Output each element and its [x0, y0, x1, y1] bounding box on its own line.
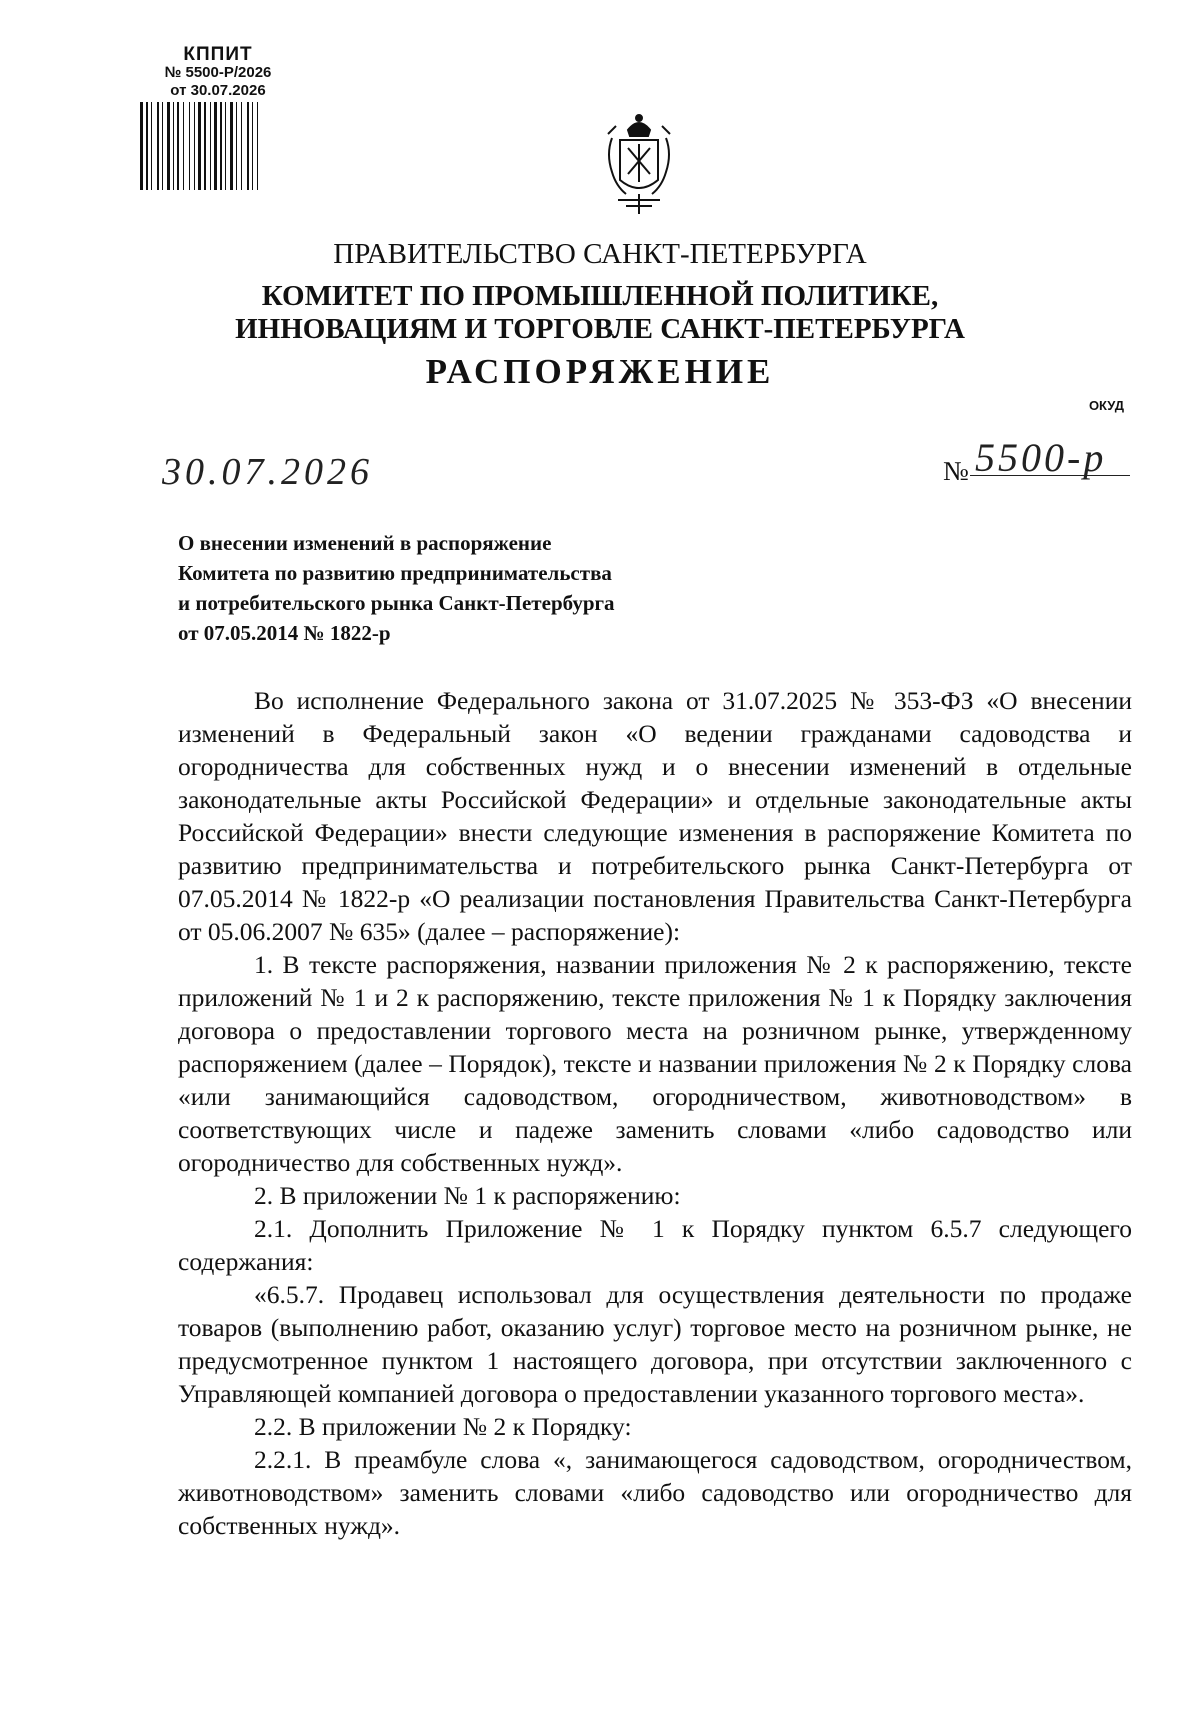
- committee-title-line1: КОМИТЕТ ПО ПРОМЫШЛЕННОЙ ПОЛИТИКЕ,: [261, 280, 939, 312]
- number-underline: [970, 475, 1130, 476]
- body-paragraph-quote-6-5-7: «6.5.7. Продавец использовал для осуществления деятельности по продаже товаров (выполнению работ, оказанию услуг) торговое место на розничном рынке, не предусмотренное пунктом 1 настоящего договора, при отсутствии заключенного с Управляющей компанией договора о предоставлении указанного торгового места».: [178, 1280, 1132, 1408]
- subject-line: и потребительского рынка Санкт-Петербурга: [178, 591, 615, 615]
- barcode-bar: [189, 102, 190, 190]
- stamp-org: КППИТ: [183, 44, 253, 65]
- barcode-bar: [214, 102, 217, 190]
- document-subject: [178, 528, 615, 648]
- barcode-bar: [257, 102, 258, 190]
- number-sign: №: [943, 456, 969, 486]
- barcode-bar: [146, 102, 148, 190]
- barcode-bar: [151, 102, 152, 190]
- okud-label: ОКУД: [1088, 398, 1124, 413]
- stamp-number: № 5500-Р/2026: [164, 64, 272, 81]
- barcode-bar: [183, 102, 184, 190]
- barcode-bar: [177, 102, 179, 190]
- subject-line: О внесении изменений в распоряжение: [178, 531, 552, 555]
- barcode-bar: [236, 102, 237, 190]
- stamp-date: от 30.07.2026: [170, 82, 266, 99]
- barcode-bar: [247, 102, 249, 190]
- barcode: [138, 102, 298, 192]
- barcode-bar: [210, 102, 211, 190]
- barcode-bar: [230, 102, 233, 190]
- document-body: [178, 684, 1132, 1542]
- government-title: ПРАВИТЕЛЬСТВО САНКТ-ПЕТЕРБУРГА: [333, 238, 867, 270]
- barcode-bar: [162, 102, 163, 190]
- barcode-bar: [252, 102, 253, 190]
- barcode-bar: [241, 102, 242, 190]
- body-paragraph-item-2-2-1: 2.2.1. В преамбуле слова «, занимающегося садоводством, огородничеством, животноводством» заменить словами «либо садоводство или огородничество для собственных нужд».: [178, 1445, 1132, 1540]
- barcode-bar: [157, 102, 159, 190]
- barcode-bar: [198, 102, 201, 190]
- barcode-bar: [140, 102, 143, 190]
- body-paragraph-preamble: Во исполнение Федерального закона от 31.07.2025 № 353-ФЗ «О внесении изменений в Федеральный закон «О ведении гражданами садоводства и огородничества для собственных нужд и о внесении изменений в отдельные законодательные акты Российской Федерации» и отдельные законодательные акты Российской Федерации» внести следующие изменения в распоряжение Комитета по развитию предпринимательства и потребительского рынка Санкт-Петербурга от 07.05.2014 № 1822-р «О реализации постановления Правительства Санкт-Петербурга от 05.06.2007 № 635» (далее – распоряжение):: [178, 686, 1132, 946]
- subject-line: Комитета по развитию предпринимательства: [178, 561, 612, 585]
- barcode-bar: [194, 102, 195, 190]
- body-paragraph-item-2-2: 2.2. В приложении № 2 к Порядку:: [254, 1412, 632, 1441]
- handwritten-number: 5500-р: [975, 435, 1107, 480]
- barcode-bar: [167, 102, 170, 190]
- barcode-bar: [220, 102, 222, 190]
- body-paragraph-item-2-1: 2.1. Дополнить Приложение № 1 к Порядку пунктом 6.5.7 следующего содержания:: [178, 1214, 1132, 1276]
- body-paragraph-item-1: 1. В тексте распоряжения, названии приложения № 2 к распоряжению, тексте приложений № 1 и 2 к распоряжению, тексте приложения № 1 к Порядку заключения договора о предоставлении торгового места на розничном рынке, утвержденному распоряжением (далее – Порядок), тексте и названии приложения № 2 к Порядку слова «или занимающийся садоводством, огородничеством, животноводством» в соответствующих числе и падеже заменить словами «либо садоводство или огородничество для собственных нужд».: [178, 950, 1132, 1177]
- coat-of-arms-emblem: [598, 110, 680, 218]
- document-type-title: РАСПОРЯЖЕНИЕ: [425, 352, 775, 391]
- barcode-bar: [173, 102, 174, 190]
- registration-stamp: [138, 46, 298, 100]
- subject-line: от 07.05.2014 № 1822-р: [178, 621, 391, 645]
- handwritten-date: 30.07.2026: [162, 451, 373, 493]
- body-paragraph-item-2: 2. В приложении № 1 к распоряжению:: [254, 1181, 681, 1210]
- barcode-bar: [225, 102, 226, 190]
- barcode-bar: [204, 102, 206, 190]
- committee-title-line2: ИННОВАЦИЯМ И ТОРГОВЛЕ САНКТ-ПЕТЕРБУРГА: [235, 313, 965, 345]
